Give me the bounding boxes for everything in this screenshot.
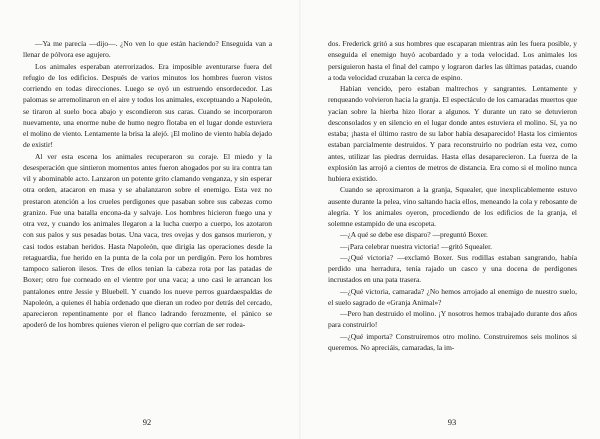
right-paragraph-8: —¿Qué importa? Construiremos otro molino. Construiremos seis molinos si queremos. No apreciáis, camaradas, la im- [328, 331, 577, 352]
left-paragraph-1: —Ya me parecía —dijo—. ¿No ven lo que están haciendo? Enseguida van a llenar de pólvora ese agujero. [23, 39, 272, 60]
book-gutter [299, 0, 301, 439]
left-page-number: 92 [142, 417, 152, 427]
left-paragraph-2: Los animales esperaban aterrorizados. Era imposible aventurarse fuera del refugio de los edificios. Después de varios minutos los hombres fueron vistos corriendo en todas direcciones. Luego se oyó un estruendo ensordecedor. Las palomas se arremolinaron en el aire y todos los animales, exceptuando a Napoleón, se tiraron al suelo boca abajo y escondieron sus caras. Cuando se incorporaron nuevamente, una enorme nube de humo negro flotaba en el lugar donde estuviera el molino de viento. Lentamente la brisa la alejó. ¡El molino de viento había dejado de existir! [23, 61, 272, 150]
right-paragraph-7: —Pero han destruido el molino. ¡Y nosotros hemos trabajado durante dos años para construirlo! [328, 309, 577, 330]
right-paragraph-1: Habían vencido, pero estaban maltrechos y sangrantes. Lentamente y renqueando volvieron hacia la granja. El espectáculo de los camaradas muertos que yacían sobre la hierba hizo llorar a algunos. Y durante un rato se detuvieron desconsolados y en silencio en el lugar donde antes estuviera el molino. Sí, ya no estaba; ¡hasta el último rastro de su labor había desaparecido! Hasta los cimientos estaban parcialmente destruidos. Y para reconstruirlo no podrían esta vez, como antes, utilizar las piedras derruidas. Hasta ellas desaparecieron. La fuerza de la explosión las arrojó a cientos de metros de distancia. Era como si el molino nunca hubiera existido. [328, 84, 577, 183]
right-page [328, 38, 577, 353]
right-paragraph-5: —¿Qué victoria? —exclamó Boxer. Sus rodillas estaban sangrando, había perdido una herradura, tenía rajado un casco y una docena de perdigones incrustados en una pata trasera. [328, 252, 577, 285]
right-paragraph-2: Cuando se aproximaron a la granja, Squealer, que inexplicablemente estuvo ausente durante la pelea, vino saltando hacia ellos, meneando la cola y rebosante de alegría. Y los animales oyeron, procediendo de los edificios de la granja, el solemne estampido de una escopeta. [328, 185, 577, 228]
right-paragraph-4: —¡Para celebrar nuestra victoria! —gritó Squealer. [340, 241, 492, 251]
right-paragraph-3: —¿A qué se debe ese disparo? —preguntó Boxer. [340, 230, 488, 240]
right-page-number: 93 [447, 417, 457, 427]
right-continuation-paragraph: dos. Frederick gritó a sus hombres que escaparan mientras aún les fuera posible, y enseguida el enemigo huyó acobardado y a toda velocidad. Los animales los persiguieron hasta el final del campo y lograron darles las últimas patadas, cuando a toda velocidad cruzaban la cerca de espino. [328, 39, 577, 82]
right-paragraph-6: —¿Qué victoria, camarada? ¿No hemos arrojado al enemigo de nuestro suelo, el suelo sagrado de «Granja Animal»? [328, 286, 577, 307]
left-page [23, 38, 272, 331]
left-paragraph-3: Al ver esta escena los animales recuperaron su coraje. El miedo y la desesperación que sintieron momentos antes fueron ahogados por su ira contra tan vil y abominable acto. Lanzaron un potente grito clamando venganza, y sin esperar otra orden, atacaron en masa y se abalanzaron sobre el enemigo. Esta vez no prestaron atención a los crueles perdigones que pasaban sobre sus cabezas como granizo. Fue una batalla encona-da y salvaje. Los hombres hicieron fuego una y otra vez, y cuando los animales llegaron a la lucha cuerpo a cuerpo, los azotaron con sus palos y sus pesadas botas. Una vaca, tres ovejas y dos gansos murieron, y casi todos estaban heridos. Hasta Napoleón, que dirigía las operaciones desde la retaguardia, fue herido en la punta de la cola por un perdigón. Pero los hombres tampoco salieron ilesos. Tres de ellos tenían la cabeza rota por las patadas de Boxer; otro fue corneado en el vientre por una vaca; a uno casi le arrancan los pantalones entre Jessie y Bluebell. Y cuando los nueve perros guardaespaldas de Napoleón, a quienes él había ordenado que dieran un rodeo por detrás del cercado, aparecieron repentinamente por el flanco ladrando ferozmente, el pánico se apoderó de los hombres quienes vieron el peligro que corrían de ser rodea- [23, 151, 272, 330]
